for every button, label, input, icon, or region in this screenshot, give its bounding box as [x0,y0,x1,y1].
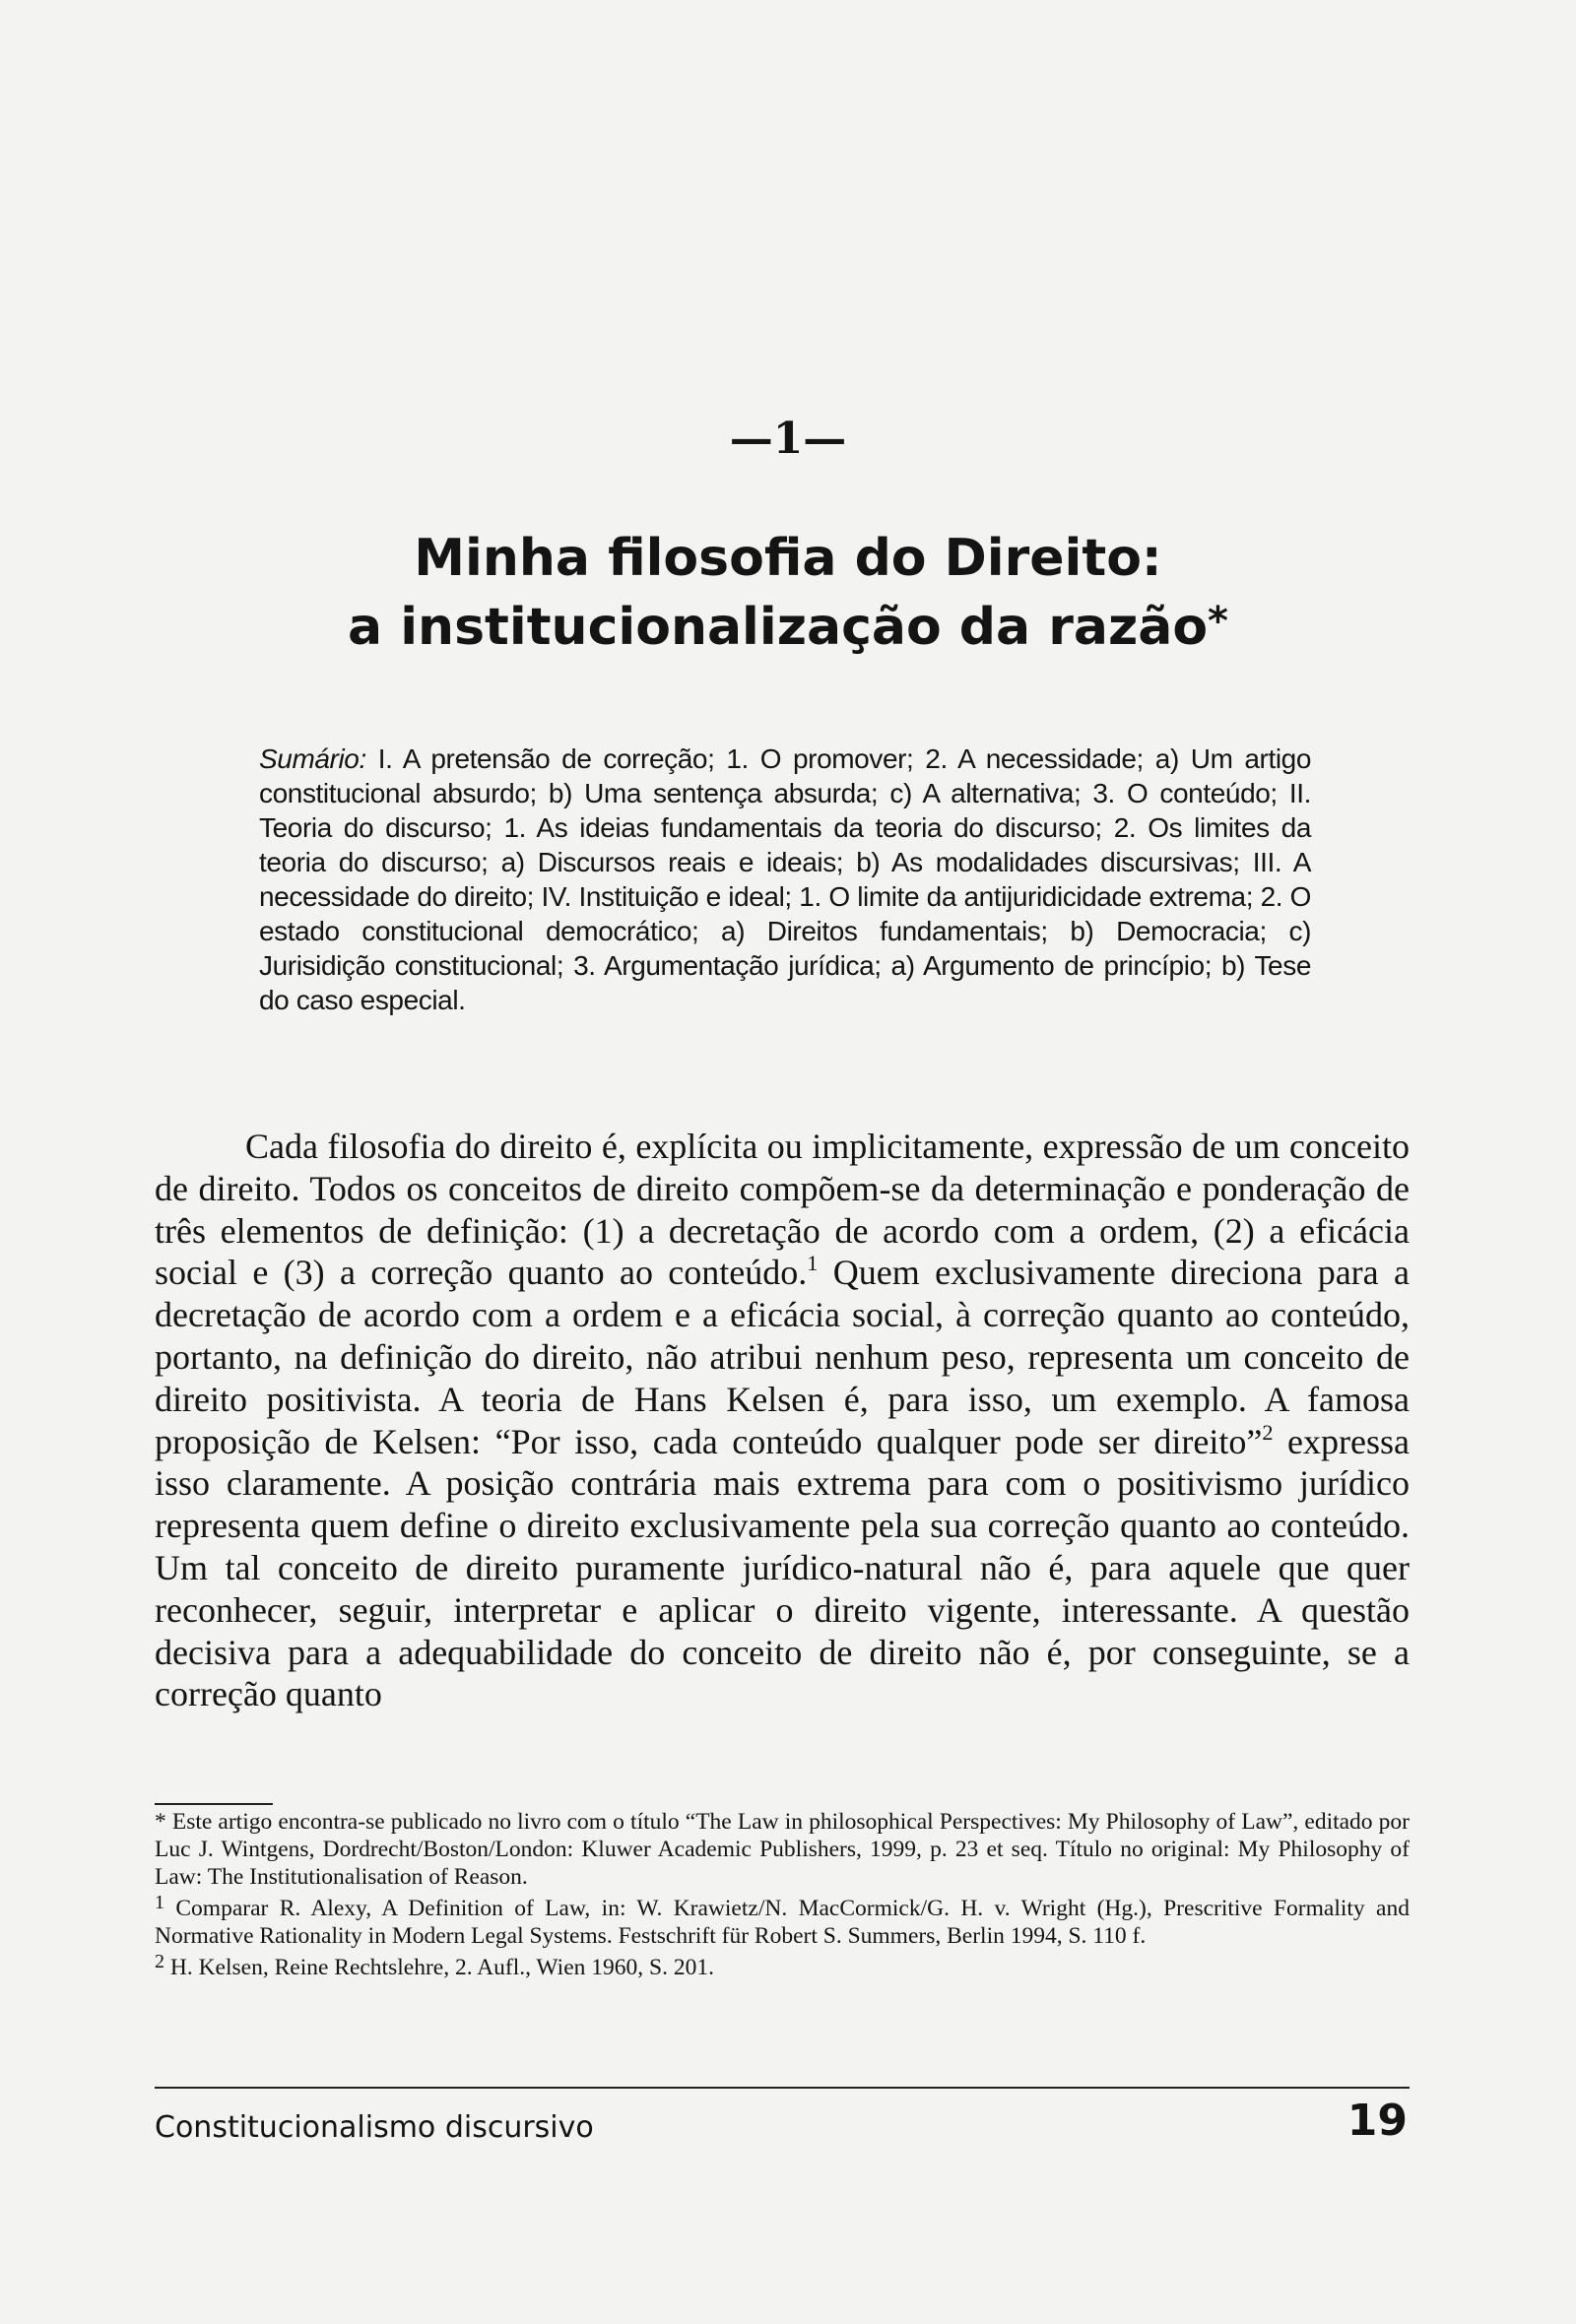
footer-rule [155,2087,1410,2089]
footnote-marker: 1 [155,1892,164,1913]
title-footnote-marker: * [1208,599,1228,644]
footer-book-title: Constitucionalismo discursivo [155,2110,594,2145]
chapter-title-line-2 [0,590,1576,659]
footnote-marker: 2 [155,1951,164,1972]
chapter-number: —1— [729,414,847,464]
footnote [155,1808,1410,1891]
footnote-text: Comparar R. Alexy, A Definition of Law, in: W. Krawietz/N. MacCormick/G. H. v. Wright (Hg.), Prescritive Formality and Normative Rationality in Modern Legal Systems. Festschrift für Robert S. Summers, Berlin 1994, S. 110 f. [155,1896,1410,1949]
footnote-text: Este artigo encontra-se publicado no livro com o título “The Law in philosophical Perspectives: My Philosophy of Law”, editado por Luc J. Wintgens, Dordrecht/Boston/London: Kluwer Academic Publishers, 1999, p. 23 et seq. Título no original: My Philosophy of Law: The Institutionalisation of Reason. [155,1809,1410,1890]
footnote [155,1892,1410,1950]
footnote-ref-2: 2 [1262,1419,1274,1445]
chapter-title-line-2-text: a institucionalização da razão [348,598,1209,657]
footnote-separator [155,1803,273,1805]
footnotes [155,1808,1410,1985]
footnote-marker: * [155,1809,166,1835]
chapter-title [0,527,1576,659]
body-text-segment-1: Cada filosofia do direito é, explícita ou implicitamente, expressão de um conceito de direito. Todos os conceitos de direito compõem-se da determinação e ponderação de três elementos de definição: (1) a decretação de acordo com a ordem, (2) a eficácia social e (3) a correção quanto ao conteúdo. [155,1127,1410,1293]
chapter-summary [259,742,1311,1017]
footnote-ref-1: 1 [807,1251,819,1276]
summary-label: Sumário: [259,743,366,774]
footnote-text: H. Kelsen, Reine Rechtslehre, 2. Aufl., Wien 1960, S. 201. [164,1955,714,1980]
footnote [155,1951,1410,1981]
body-text-segment-3: expressa isso claramente. A posição contrária mais extrema para com o positivismo jurídico representa quem define o direito exclusivamente pela sua correção quanto ao conteúdo. Um tal conceito de direito puramente jurídico-natural não é, para aquele que quer reconhecer, seguir, interpretar e aplicar o direito vigente, interessante. A questão decisiva para a adequabilidade do conceito de direito não é, por conseguinte, se a correção quanto [155,1421,1410,1714]
body-paragraph [155,1126,1410,1715]
body-text-segment-2: Quem exclusivamente direciona para a decretação de acordo com a ordem e a eficácia social, à correção quanto ao conteúdo, portanto, na definição do direito, não atribui nenhum peso, representa um conceito de direito positivista. A teoria de Hans Kelsen é, para isso, um exemplo. A famosa proposição de Kelsen: “Por isso, cada conteúdo qualquer pode ser direito” [155,1253,1410,1461]
chapter-title-line-1: Minha filosofia do Direito: [414,529,1162,588]
page-number: 19 [1346,2096,1408,2146]
summary-text: I. A pretensão de correção; 1. O promover; 2. A necessidade; a) Um artigo constitucional absurdo; b) Uma sentença absurda; c) A alternativa; 3. O conteúdo; II. Teoria do discurso; 1. As ideias fundamentais da teoria do discurso; 2. Os limites da teoria do discurso; a) Discursos reais e ideais; b) As modalidades discursivas; III. A necessidade do direito; IV. Instituição e ideal; 1. O limite da antijuridicidade extrema; 2. O estado constitucional democrático; a) Direitos fundamentais; b) Democracia; c) Jurisidição constitucional; 3. Argumentação jurídica; a) Argumento de princípio; b) Tese do caso especial. [259,743,1311,1015]
